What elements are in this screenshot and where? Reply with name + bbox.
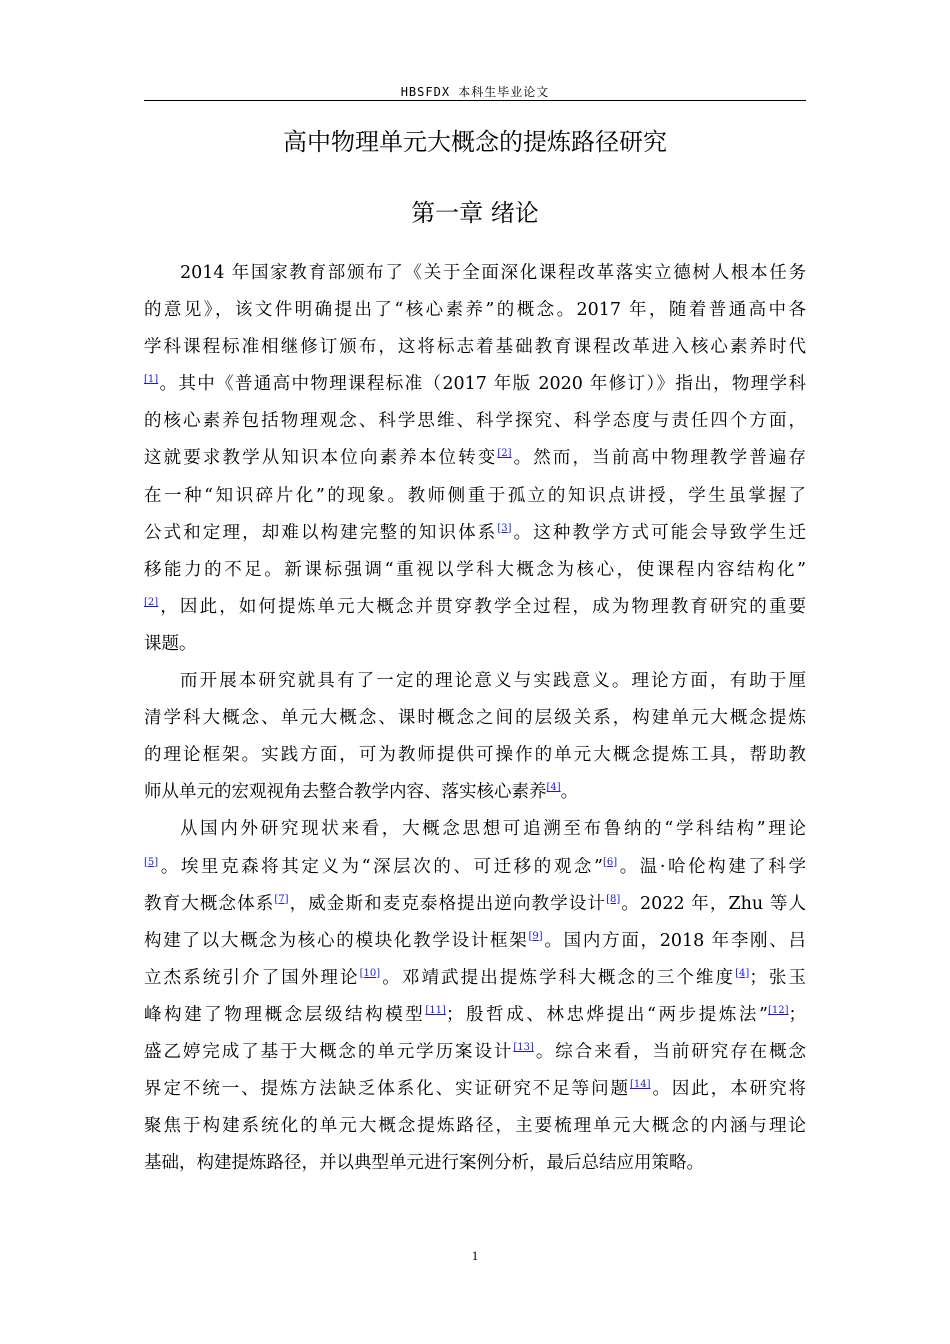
text-segment: 。综合来看，当前研究存在概念 — [533, 1041, 807, 1062]
text-segment: ，因此，如何提炼单元大概念并贯穿教学全过程，成为物理教育研究的重要 — [158, 596, 806, 617]
text-line — [144, 849, 806, 886]
text-segment: 。温·哈伦构建了科学 — [617, 856, 806, 877]
text-line — [144, 589, 806, 626]
paper-title: 高中物理单元大概念的提炼路径研究 — [283, 128, 667, 156]
text-segment: 盛乙婷完成了基于大概念的单元学历案设计 — [144, 1041, 514, 1062]
text-segment: 。其中《普通高中物理课程标准（2017 年版 2020 年修订）》指出，物理学科 — [158, 374, 806, 395]
text-segment: 。这种教学方式可能会导致学生迁 — [511, 522, 806, 543]
text-segment: 聚焦于构建系统化的单元大概念提炼路径，主要梳理单元大概念的内涵与理论 — [144, 1116, 806, 1137]
page-number: 1 — [471, 1248, 479, 1263]
text-line — [144, 737, 806, 774]
text-line — [144, 366, 806, 403]
text-segment: 的意见》，该文件明确提出了“核心素养”的概念。2017 年，随着普通高中各 — [144, 300, 806, 321]
text-line — [144, 811, 806, 848]
text-line — [144, 1145, 806, 1182]
text-line — [144, 403, 806, 440]
text-segment: ，威金斯和麦克泰格提出逆向教学设计 — [288, 893, 607, 914]
text-line — [144, 663, 806, 700]
text-line — [144, 1034, 806, 1071]
citation-link[interactable]: [4] — [546, 782, 561, 794]
text-segment: 。国内方面，2018 年李刚、吕 — [542, 930, 806, 951]
citation-link[interactable]: [9] — [528, 930, 543, 942]
running-header: HBSFDX 本科生毕业论文 — [400, 85, 550, 99]
text-line — [144, 478, 806, 515]
citation-link[interactable]: [10] — [359, 967, 381, 979]
text-segment: 的理论框架。实践方面，可为教师提供可操作的单元大概念提炼工具，帮助教 — [144, 745, 806, 766]
citation-link[interactable]: [2] — [144, 596, 159, 608]
text-line — [144, 440, 806, 477]
text-line — [144, 774, 806, 811]
text-segment: 而开展本研究就具有了一定的理论意义与实践意义。理论方面，有助于厘 — [180, 671, 806, 692]
text-segment: 。因此，本研究将 — [650, 1079, 807, 1100]
text-segment: 移能力的不足。新课标强调“重视以学科大概念为核心，使课程内容结构化” — [144, 559, 806, 580]
text-segment: 峰构建了物理概念层级结构模型 — [144, 1004, 426, 1025]
text-line — [144, 552, 806, 589]
text-segment: 。然而，当前高中物理教学普遍存 — [511, 448, 806, 469]
text-segment: 基础，构建提炼路径，并以典型单元进行案例分析，最后总结应用策略。 — [144, 1153, 704, 1174]
citation-link[interactable]: [5] — [144, 856, 159, 868]
text-line — [144, 1108, 806, 1145]
citation-link[interactable]: [6] — [602, 856, 618, 868]
citation-link[interactable]: [7] — [274, 893, 289, 905]
text-line — [144, 886, 806, 923]
citation-link[interactable]: [12] — [767, 1004, 789, 1016]
text-line — [144, 329, 806, 366]
citation-link[interactable]: [4] — [735, 967, 750, 979]
text-segment: 2014 年国家教育部颁布了《关于全面深化课程改革落实立德树人根本任务 — [180, 263, 806, 283]
text-segment: 清学科大概念、单元大概念、课时概念之间的层级关系，构建单元大概念提炼 — [144, 708, 806, 729]
text-segment: 立杰系统引介了国外理论 — [144, 967, 360, 988]
citation-link[interactable]: [13] — [513, 1041, 534, 1053]
text-segment: 在一种“知识碎片化”的现象。教师侧重于孤立的知识点讲授，学生虽掌握了 — [144, 485, 806, 506]
header-rule — [144, 100, 806, 101]
text-line — [144, 997, 806, 1034]
text-line — [144, 1071, 806, 1108]
text-segment: 教育大概念体系 — [144, 893, 275, 914]
text-segment: 课题。 — [144, 633, 197, 654]
text-segment: ；殷哲成、林忠烨提出“两步提炼法” — [445, 1004, 768, 1025]
text-segment: 。埃里克森将其定义为“深层次的、可迁移的观念” — [158, 856, 603, 877]
text-line — [144, 700, 806, 737]
citation-link[interactable]: [1] — [144, 374, 159, 386]
text-segment: 从国内外研究现状来看，大概念思想可追溯至布鲁纳的“学科结构”理论 — [180, 819, 806, 840]
text-segment: 师从单元的宏观视角去整合教学内容、落实核心素养 — [144, 782, 547, 803]
body-text — [144, 255, 806, 1182]
citation-link[interactable]: [8] — [606, 893, 621, 905]
text-segment: 构建了以大概念为核心的模块化教学设计框架 — [144, 930, 529, 951]
text-line — [144, 515, 806, 552]
text-segment: 学科课程标准相继修订颁布，这将标志着基础教育课程改革进入核心素养时代 — [144, 337, 806, 358]
text-segment: 。2022 年，Zhu 等人 — [620, 893, 807, 914]
text-segment: ；张玉 — [749, 967, 807, 988]
text-line — [144, 292, 806, 329]
citation-link[interactable]: [14] — [629, 1079, 651, 1091]
text-line — [144, 960, 806, 997]
citation-link[interactable]: [2] — [497, 448, 512, 460]
citation-link[interactable]: [11] — [425, 1004, 446, 1016]
text-segment: ； — [788, 1004, 806, 1025]
text-line — [144, 626, 806, 663]
text-segment: 界定不统一、提炼方法缺乏体系化、实证研究不足等问题 — [144, 1079, 630, 1100]
text-segment: 公式和定理，却难以构建完整的知识体系 — [144, 522, 498, 543]
chapter-heading: 第一章 绪论 — [411, 199, 539, 227]
text-segment: 的核心素养包括物理观念、科学思维、科学探究、科学态度与责任四个方面， — [144, 411, 806, 432]
text-line — [144, 923, 806, 960]
text-segment: 。 — [560, 782, 579, 803]
text-segment: 。邓靖武提出提炼学科大概念的三个维度 — [380, 967, 736, 988]
text-line — [144, 255, 806, 292]
text-segment: 这就要求教学从知识本位向素养本位转变 — [144, 448, 498, 469]
citation-link[interactable]: [3] — [497, 522, 512, 534]
